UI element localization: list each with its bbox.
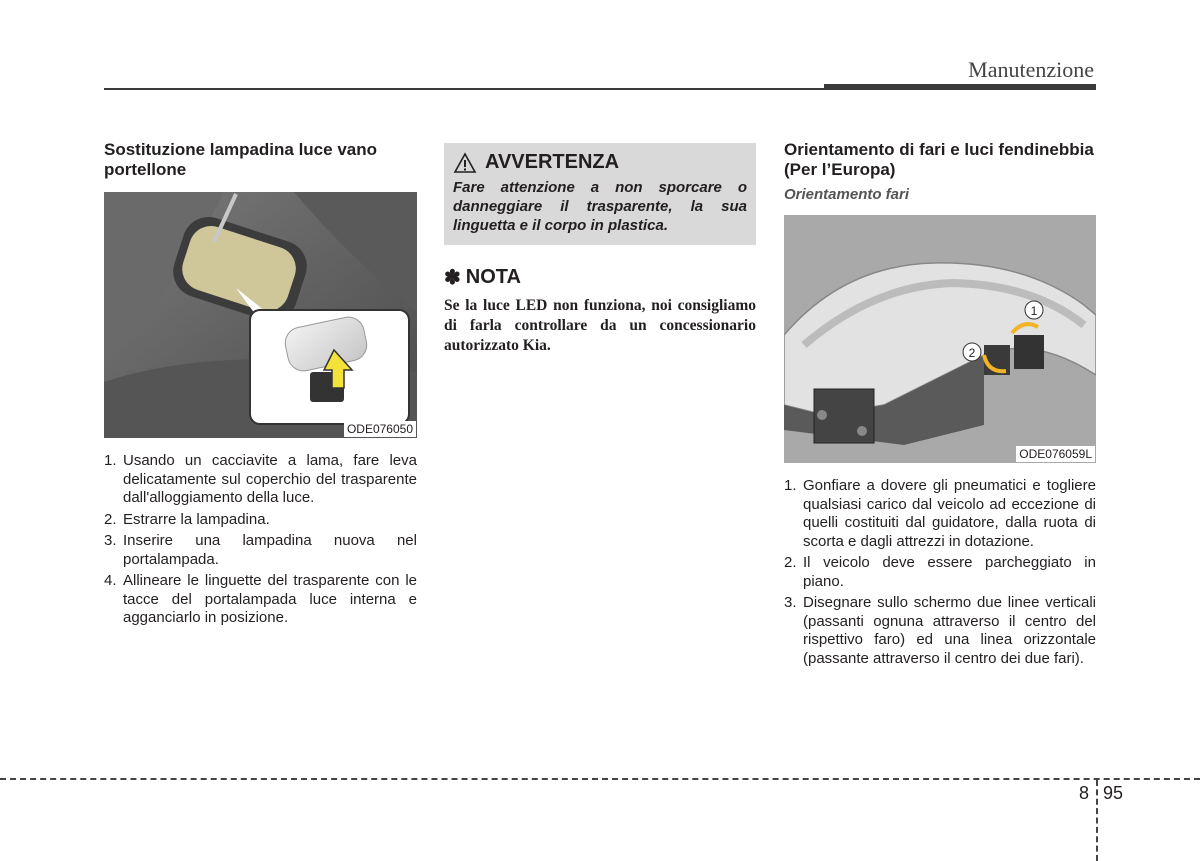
callout-2: 2: [968, 346, 976, 360]
headlamp-illustration: [784, 215, 1096, 463]
right-column: [784, 140, 1096, 671]
liftgate-lamp-illustration: [104, 192, 417, 438]
liftgate-lamp-figure: [104, 192, 417, 438]
middle-column: [444, 140, 756, 356]
list-item: 2. Il veicolo deve essere parcheggiato in piano.: [784, 554, 1096, 590]
header-rule: [104, 88, 824, 90]
list-item: 1. Gonfiare a dovere gli pneumatici e togliere qualsiasi carico dal veicolo ad eccezione di quelli costituiti dal guidatore, dalla ruota di scorta e dagli attrezzi in dotazione.: [784, 477, 1096, 550]
page-header-title: Manutenzione: [968, 57, 1094, 82]
footer-dashed-divider: [1096, 780, 1098, 861]
note-title: [444, 265, 756, 290]
headlamp-aiming-steps: [784, 477, 1096, 668]
chapter-number: 8: [1079, 783, 1090, 803]
note-text: Se la luce LED non funziona, noi consigliamo di farla controllare da un concessionario autorizzato Kia.: [444, 297, 756, 354]
warning-box: [444, 143, 756, 245]
list-item: 2. Estrarre la lampadina.: [104, 510, 270, 528]
warning-text: Fare attenzione a non sporcare o danneggiare il trasparente, la sua linguetta e il corpo in plastica.: [453, 179, 747, 234]
note-title-text: NOTA: [465, 266, 521, 288]
figure-code-label: ODE076050: [344, 421, 416, 437]
list-item: 4. Allineare le linguette del trasparente con le tacce del portalampada luce interna e agganciarlo in posizione.: [104, 572, 417, 626]
list-item: 3. Inserire una lampadina nuova nel portalampada.: [104, 532, 417, 568]
warning-triangle-icon: [453, 152, 477, 174]
list-item: 1. Usando un cacciavite a lama, fare leva delicatamente sul coperchio del trasparente dall'alloggiamento della luce.: [104, 452, 417, 506]
section-heading-headlamp-aiming: Orientamento di fari e luci fendinebbia (Per l’Europa): [784, 140, 1094, 179]
headlamp-aiming-figure: [784, 215, 1096, 463]
list-item: 3. Disegnare sullo schermo due linee verticali (passanti ognuna attraverso il centro del rispettivo faro) ed una linea orizzontale (passante attraverso il centro dei due fari).: [784, 594, 1096, 667]
liftgate-lamp-steps: [104, 452, 417, 628]
left-column: [104, 140, 417, 631]
footer-dashed-rule: [0, 778, 1200, 780]
callout-1: 1: [1030, 304, 1038, 318]
header-rule-accent: [824, 84, 1096, 90]
figure-code-label: ODE076059L: [1016, 446, 1095, 462]
section-heading-liftgate-lamp: Sostituzione lampadina luce vano portellone: [104, 140, 377, 179]
warning-title: [453, 151, 747, 174]
warning-title-text: AVVERTENZA: [485, 151, 620, 173]
page-number: 95: [1103, 783, 1124, 803]
subheading-headlamp-aiming: Orientamento fari: [784, 186, 910, 203]
note-asterisk-icon: ✽: [444, 267, 461, 289]
